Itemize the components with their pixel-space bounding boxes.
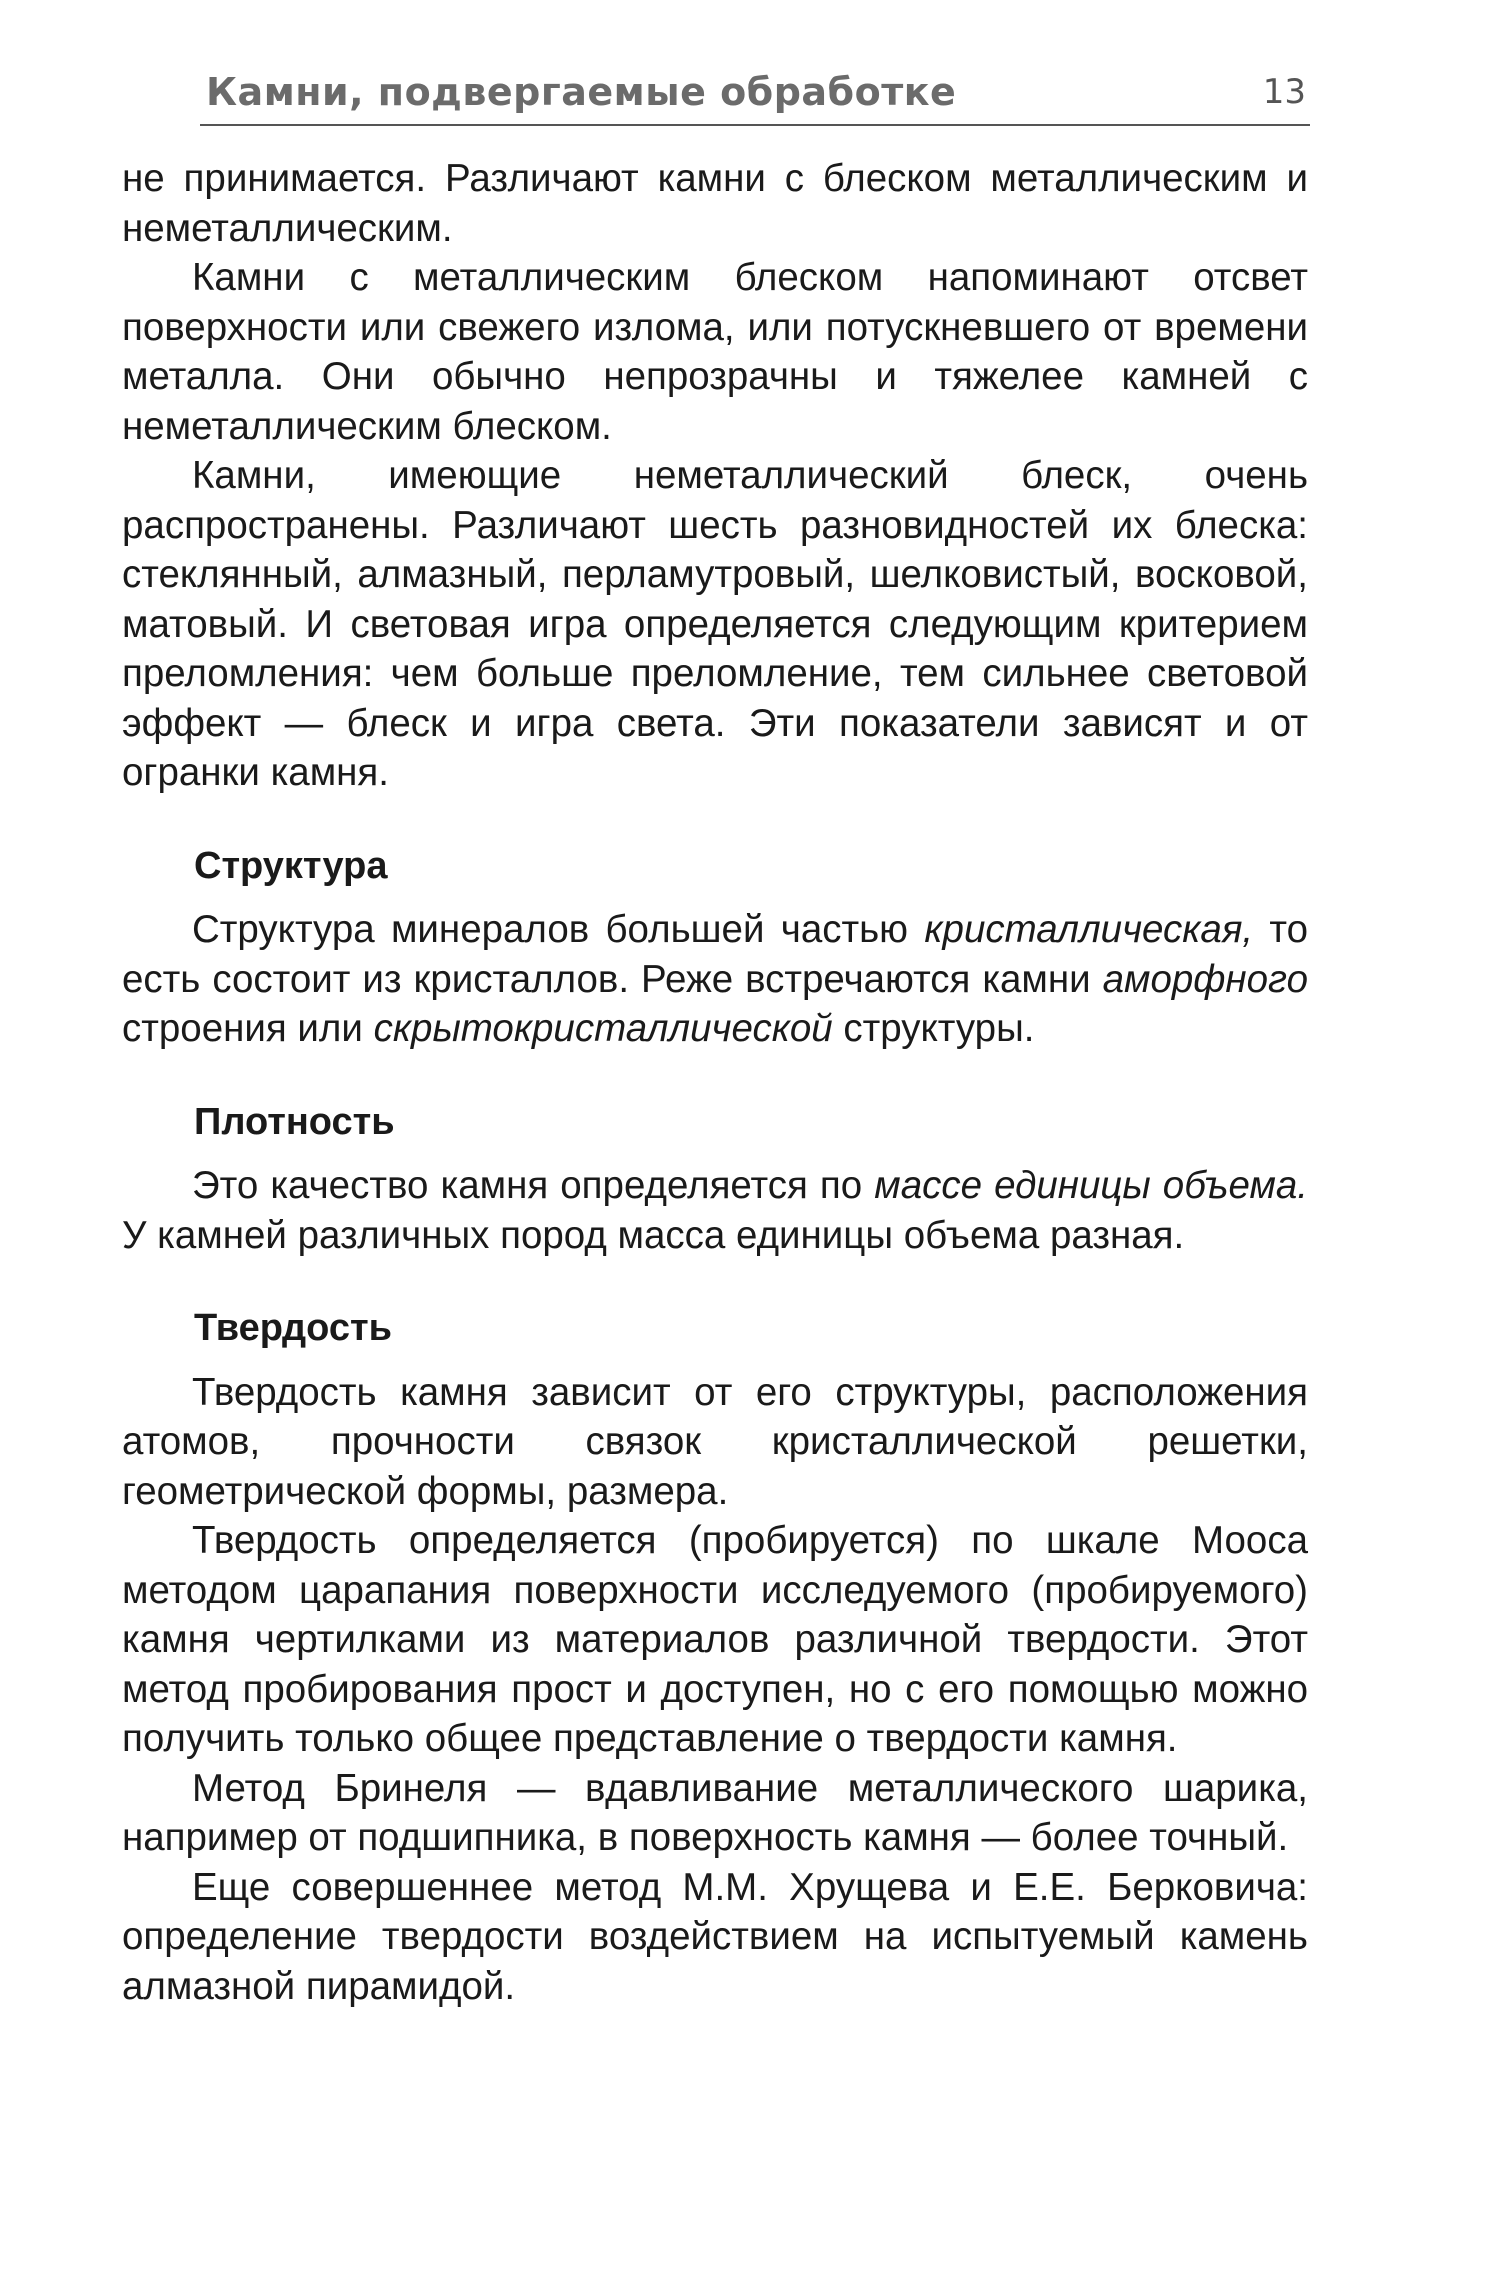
paragraph-khrushchev-berkovich: Еще совершеннее метод М.М. Хрущева и Е.Е. Берковича: определение твердости воздействием на испытуемый камень алмазной пирамидой. (122, 1865, 1308, 2008)
page-number: 13 (1262, 72, 1306, 112)
paragraph-brinell: Метод Бринеля — вдавливание металлического шарика, например от подшипника, в поверхность камня — более точный. (122, 1766, 1308, 1859)
paragraph-continuation: не принимается. Различают камни с блеском металлическим и неметаллическим. (122, 157, 1308, 250)
running-title: Камни, подвергаемые обработке (206, 70, 957, 114)
page-body (122, 154, 1308, 2011)
heading-density: Плотность (194, 1100, 395, 1143)
paragraph-metallic-luster: Камни с металлическим блеском напоминают отсвет поверхности или свежего излома, или потускневшего от времени металла. Они обычно непрозрачны и тяжелее камней с неметаллическим блеском. (122, 256, 1308, 448)
heading-hardness: Твердость (194, 1307, 392, 1349)
paragraph-nonmetallic-luster: Камни, имеющие неметаллический блеск, очень распространены. Различают шесть разновидностей их блеска: стеклянный, алмазный, перламутровый, шелковистый, восковой, матовый. И световая игра определяется следующим критерием преломления: чем больше преломление, тем сильнее световой эффект — блеск и игра света. Эти показатели зависят и от огранки камня. (122, 454, 1308, 794)
paragraph-hardness-factors: Твердость камня зависит от его структуры, расположения атомов, прочности связок кристаллической решетки, геометрической формы, размера. (122, 1370, 1308, 1513)
paragraph-density: Это качество камня определяется по массе единицы объема. У камней различных пород масса единицы объема разная. (122, 1164, 1308, 1257)
heading-structure: Структура (194, 844, 388, 887)
paragraph-mohs-scale: Твердость определяется (пробируется) по шкале Мооса методом царапания поверхности исследуемого (пробируемого) камня чертилками из материалов различной твердости. Этот метод пробирования прост и доступен, но с его помощью можно получить только общее представление о твердости камня. (122, 1519, 1308, 1760)
paragraph-structure: Структура минералов большей частью кристаллическая, то есть состоит из кристаллов. Реже встречаются камни аморфного строения или скрытокристаллической структуры. (122, 908, 1308, 1050)
running-header (200, 64, 1310, 126)
